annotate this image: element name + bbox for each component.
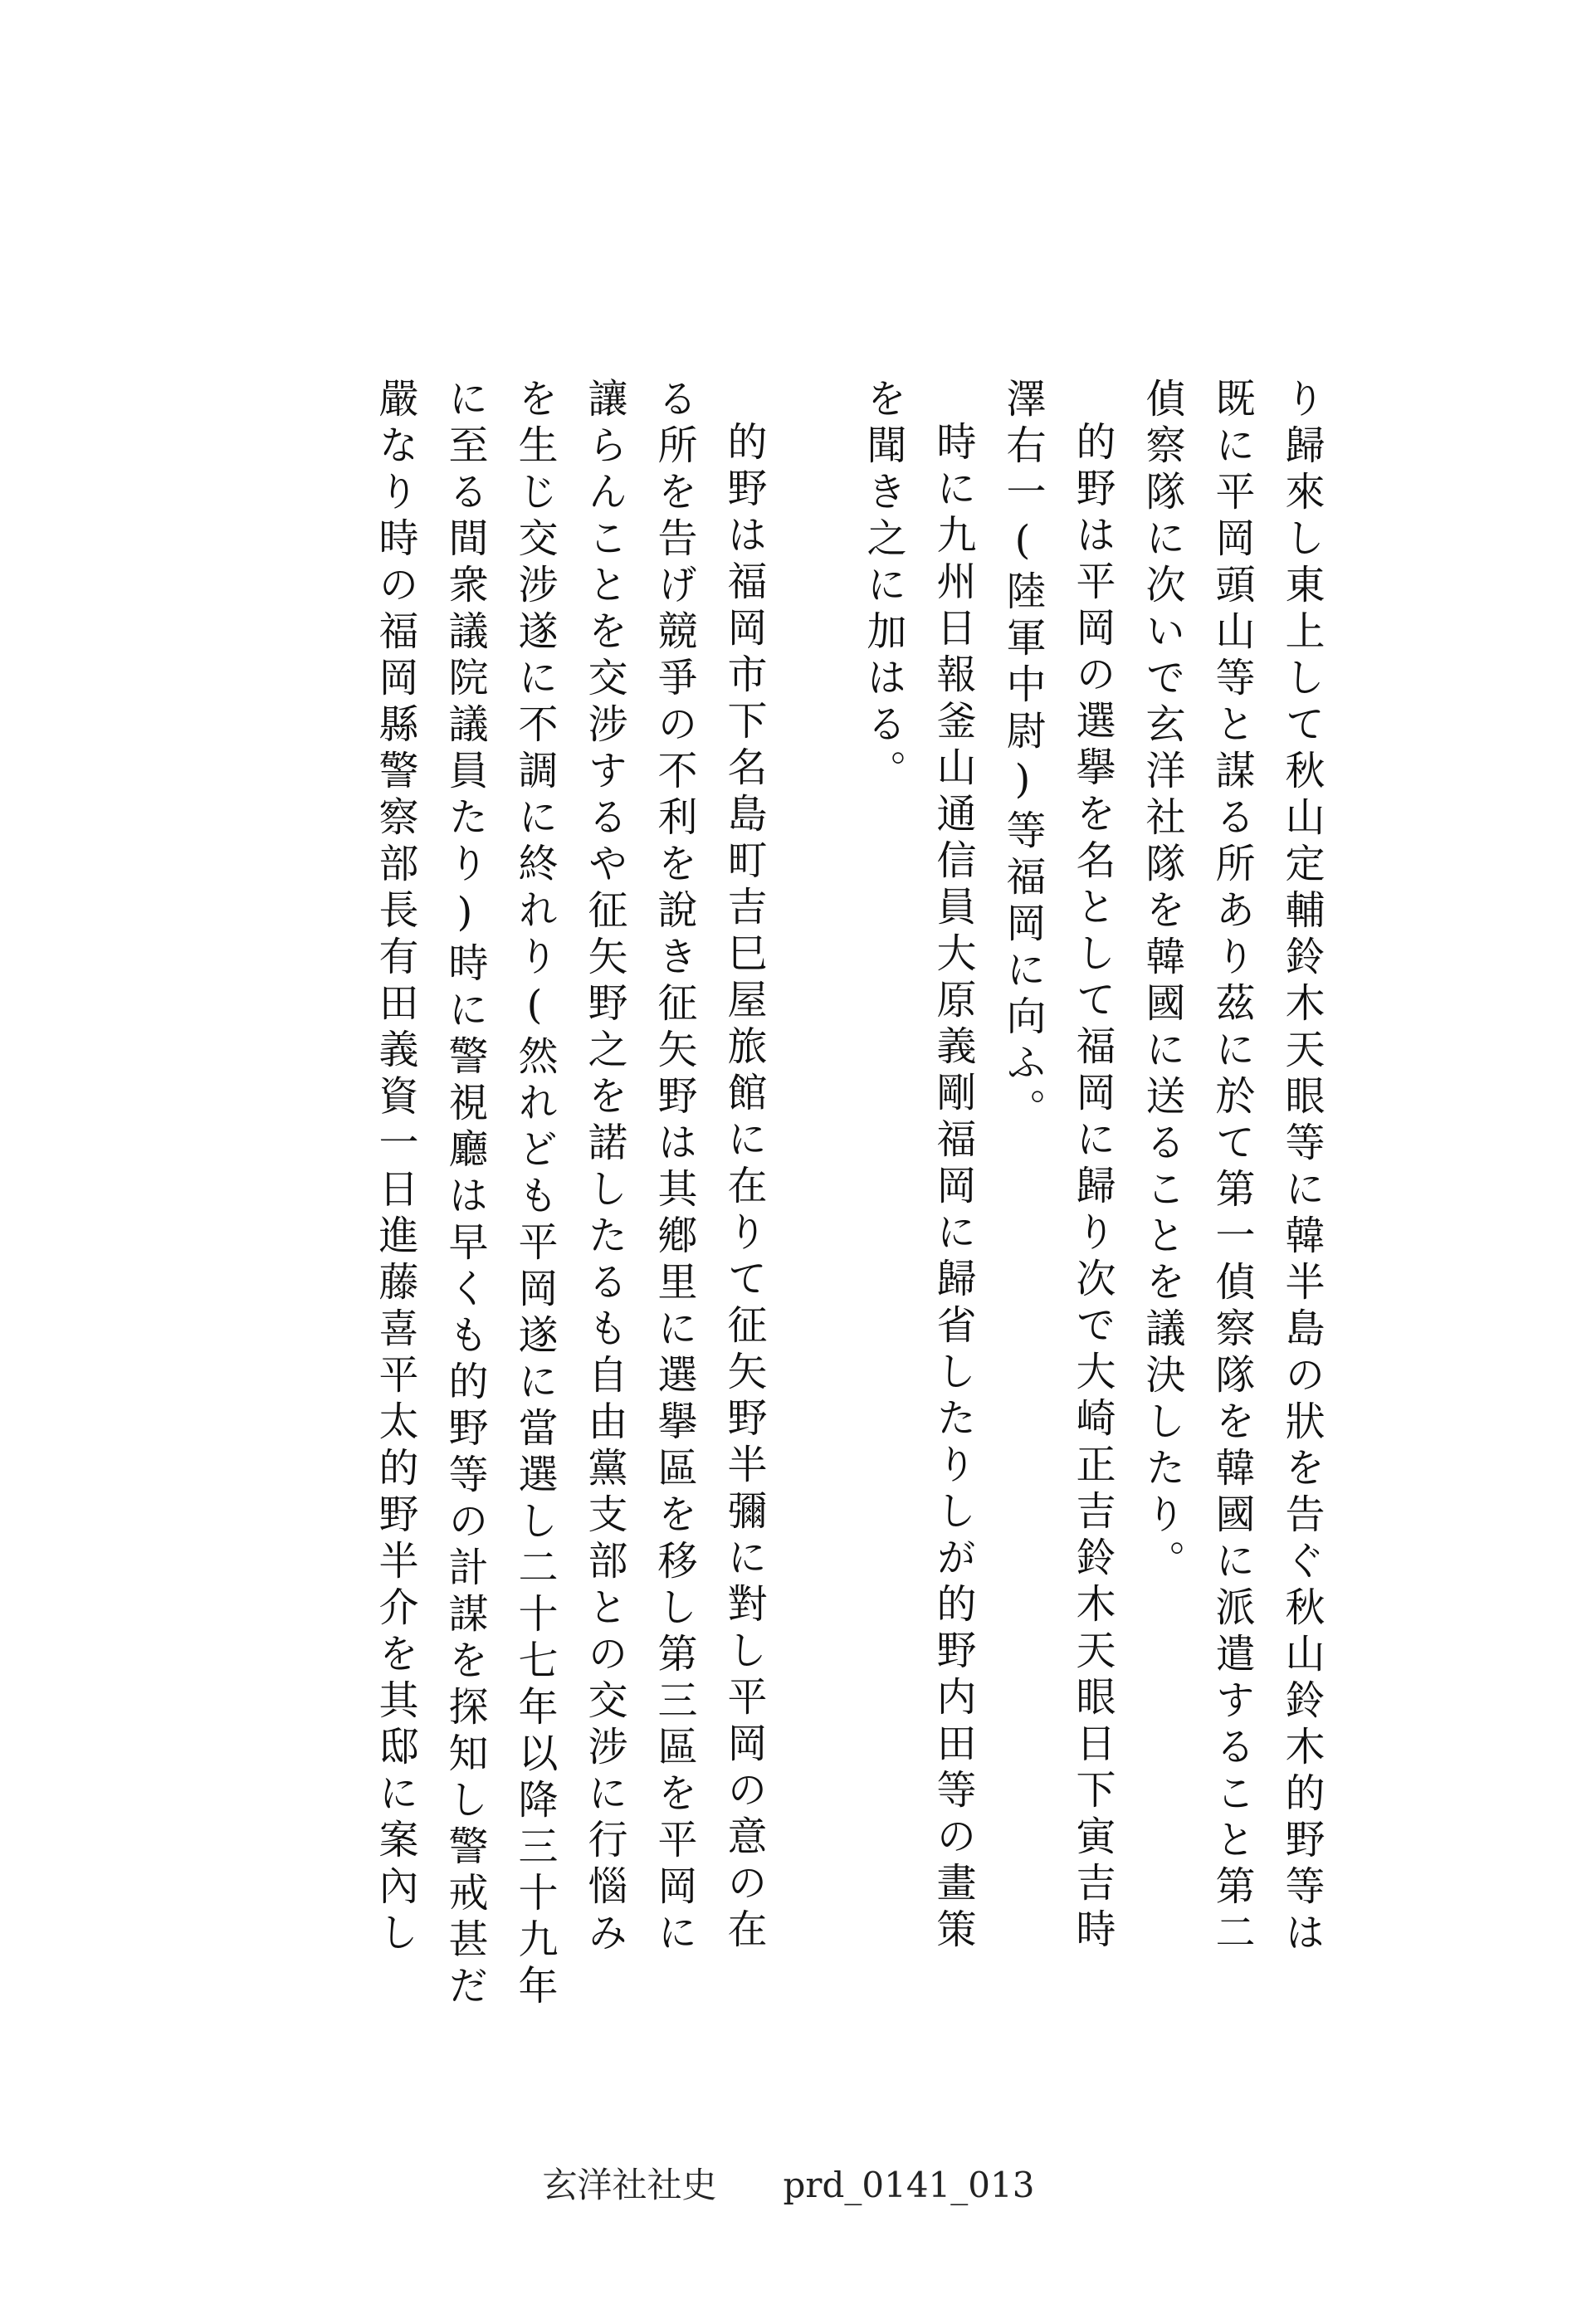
text-column-2: 既に平岡頭山等と謀る所あり茲に於て第一偵察隊を韓國に派遣すること第二 [1208, 378, 1255, 1958]
footer-book-title: 玄洋社社史 [542, 2165, 717, 2205]
text-column-12: を生じ交涉遂に不調に終れり(然れども平岡遂に當選し二十七年以降三十九年 [511, 378, 558, 2011]
text-column-10: る所を告げ競爭の不利を說き征矢野は其鄕里に選擧區を移し第三區を平岡に [651, 378, 697, 1958]
text-column-11: 讓らんことを交涉するや征矢野之を諾したるも自由黨支部との交涉に行惱み [581, 378, 627, 1958]
text-column-3: 偵察隊に次いで玄洋社隊を韓國に送ることを議決したり。 [1139, 378, 1185, 1586]
text-column-13: に至る間衆議院議員たり)時に警視廳は早くも的野等の計謀を探知し警戒甚だ [442, 378, 488, 2011]
text-column-5: 澤右一(陸軍中尉)等福岡に向ふ。 [999, 378, 1046, 1135]
footer-page-id: prd_0141_013 [783, 2165, 1035, 2205]
blank-column [779, 378, 848, 1955]
page-footer [0, 2158, 1577, 2208]
text-column-7: を聞き之に加はる。 [860, 378, 906, 796]
text-column-9: 的野は福岡市下名島町吉巳屋旅館に在りて征矢野半彌に對し平岡の意の在 [720, 421, 767, 1955]
text-column-14: 嚴なり時の福岡縣警察部長有田義資一日進藤喜平太的野半介を其邸に案內し [372, 378, 418, 1958]
vertical-text-block [266, 378, 1336, 2011]
text-column-6: 時に九州日報釜山通信員大原義剛福岡に歸省したりしが的野内田等の畫策 [930, 421, 976, 1955]
text-column-4: 的野は平岡の選擧を名として福岡に歸り次で大崎正吉鈴木天眼日下寅吉時 [1069, 421, 1116, 1955]
text-column-1: り歸來し東上して秋山定輔鈴木天眼等に韓半島の狀を告ぐ秋山鈴木的野等は [1278, 378, 1325, 1958]
